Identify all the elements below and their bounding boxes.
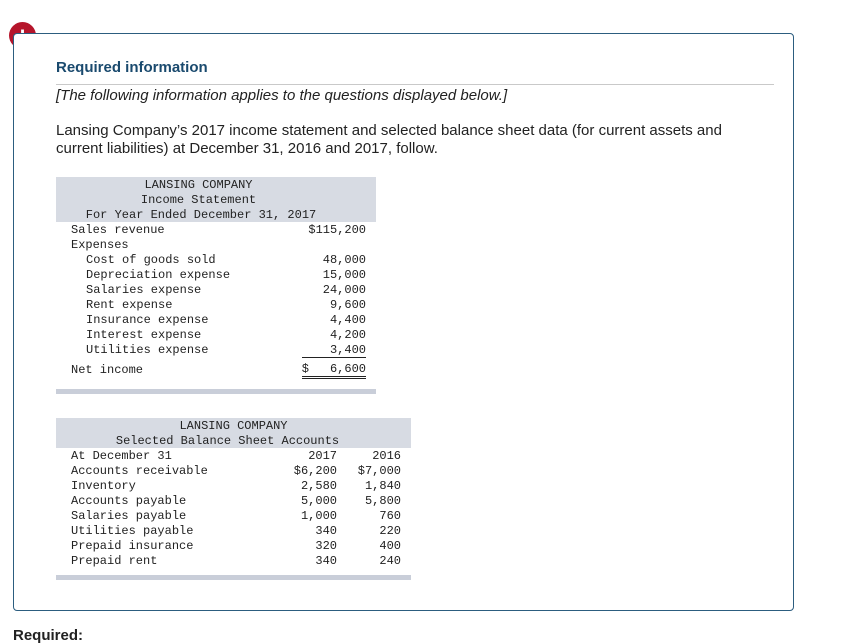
is-title: Income Statement (140, 193, 257, 207)
bs-row-label: Salaries payable (71, 509, 187, 523)
bs-row-2017: $6,200 (293, 464, 337, 478)
bs-row-label: Prepaid insurance (71, 539, 194, 553)
expenses-label: Expenses (71, 238, 129, 252)
sales-label: Sales revenue (71, 223, 165, 237)
expense-label: Salaries expense (86, 283, 202, 297)
expense-label: Utilities expense (86, 343, 209, 357)
expense-value: 15,000 (322, 268, 366, 282)
net-income-label: Net income (71, 363, 144, 377)
bs-row-label: Prepaid rent (71, 554, 158, 568)
bs-col-2017: 2017 (308, 449, 337, 463)
is-period: For Year Ended December 31, 2017 (85, 208, 317, 222)
net-income-double-underline (302, 376, 366, 379)
expense-value: 3,400 (329, 343, 366, 357)
bs-row-label: Inventory (71, 479, 136, 493)
required-info-title: Required information (56, 59, 208, 76)
expense-value: 24,000 (322, 283, 366, 297)
bs-row-label: Utilities payable (71, 524, 194, 538)
bs-row-2016: 1,840 (364, 479, 401, 493)
expense-value: 4,400 (329, 313, 366, 327)
bs-row-2017: 320 (315, 539, 337, 553)
bs-row-2016: 760 (379, 509, 401, 523)
expense-label: Rent expense (86, 298, 173, 312)
balance-sheet-bottom-bar (56, 575, 411, 580)
expense-label: Cost of goods sold (86, 253, 216, 267)
bs-row-2016: $7,000 (357, 464, 401, 478)
expense-label: Interest expense (86, 328, 202, 342)
bs-row-2017: 340 (315, 524, 337, 538)
bs-row-2017: 340 (315, 554, 337, 568)
balance-sheet-accounts (56, 418, 411, 583)
bs-company-name: LANSING COMPANY (179, 419, 288, 433)
bs-row-2016: 220 (379, 524, 401, 538)
required-partial-heading: Required: (13, 627, 84, 644)
bs-title: Selected Balance Sheet Accounts (115, 434, 340, 448)
expense-value: 48,000 (322, 253, 366, 267)
sales-value: $115,200 (308, 223, 366, 237)
expense-value: 4,200 (329, 328, 366, 342)
income-statement (56, 177, 376, 395)
bs-row-label: Accounts receivable (71, 464, 208, 478)
net-income-currency: $ (301, 362, 309, 376)
expense-label: Depreciation expense (86, 268, 231, 282)
bs-row-2017: 2,580 (300, 479, 337, 493)
net-income-value: 6,600 (329, 362, 366, 376)
bs-row-2016: 5,800 (364, 494, 401, 508)
expenses-total-underline (302, 357, 366, 358)
bs-row-label: Accounts payable (71, 494, 187, 508)
title-divider (56, 84, 774, 85)
bs-row-2017: 5,000 (300, 494, 337, 508)
bs-col-2016: 2016 (372, 449, 401, 463)
intro-paragraph: Lansing Company’s 2017 income statement and selected balance sheet data (for current assets and current liabilities) at December 31, 2016 and 2017, follow. (56, 122, 722, 157)
expense-label: Insurance expense (86, 313, 209, 327)
bs-row-2017: 1,000 (300, 509, 337, 523)
info-note: [The following information applies to the questions displayed below.] (56, 87, 508, 104)
income-statement-bottom-bar (56, 389, 376, 394)
bs-row-2016: 240 (379, 554, 401, 568)
expense-value: 9,600 (329, 298, 366, 312)
bs-row-2016: 400 (379, 539, 401, 553)
is-company-name: LANSING COMPANY (144, 178, 253, 192)
bs-date-label: At December 31 (71, 449, 172, 463)
